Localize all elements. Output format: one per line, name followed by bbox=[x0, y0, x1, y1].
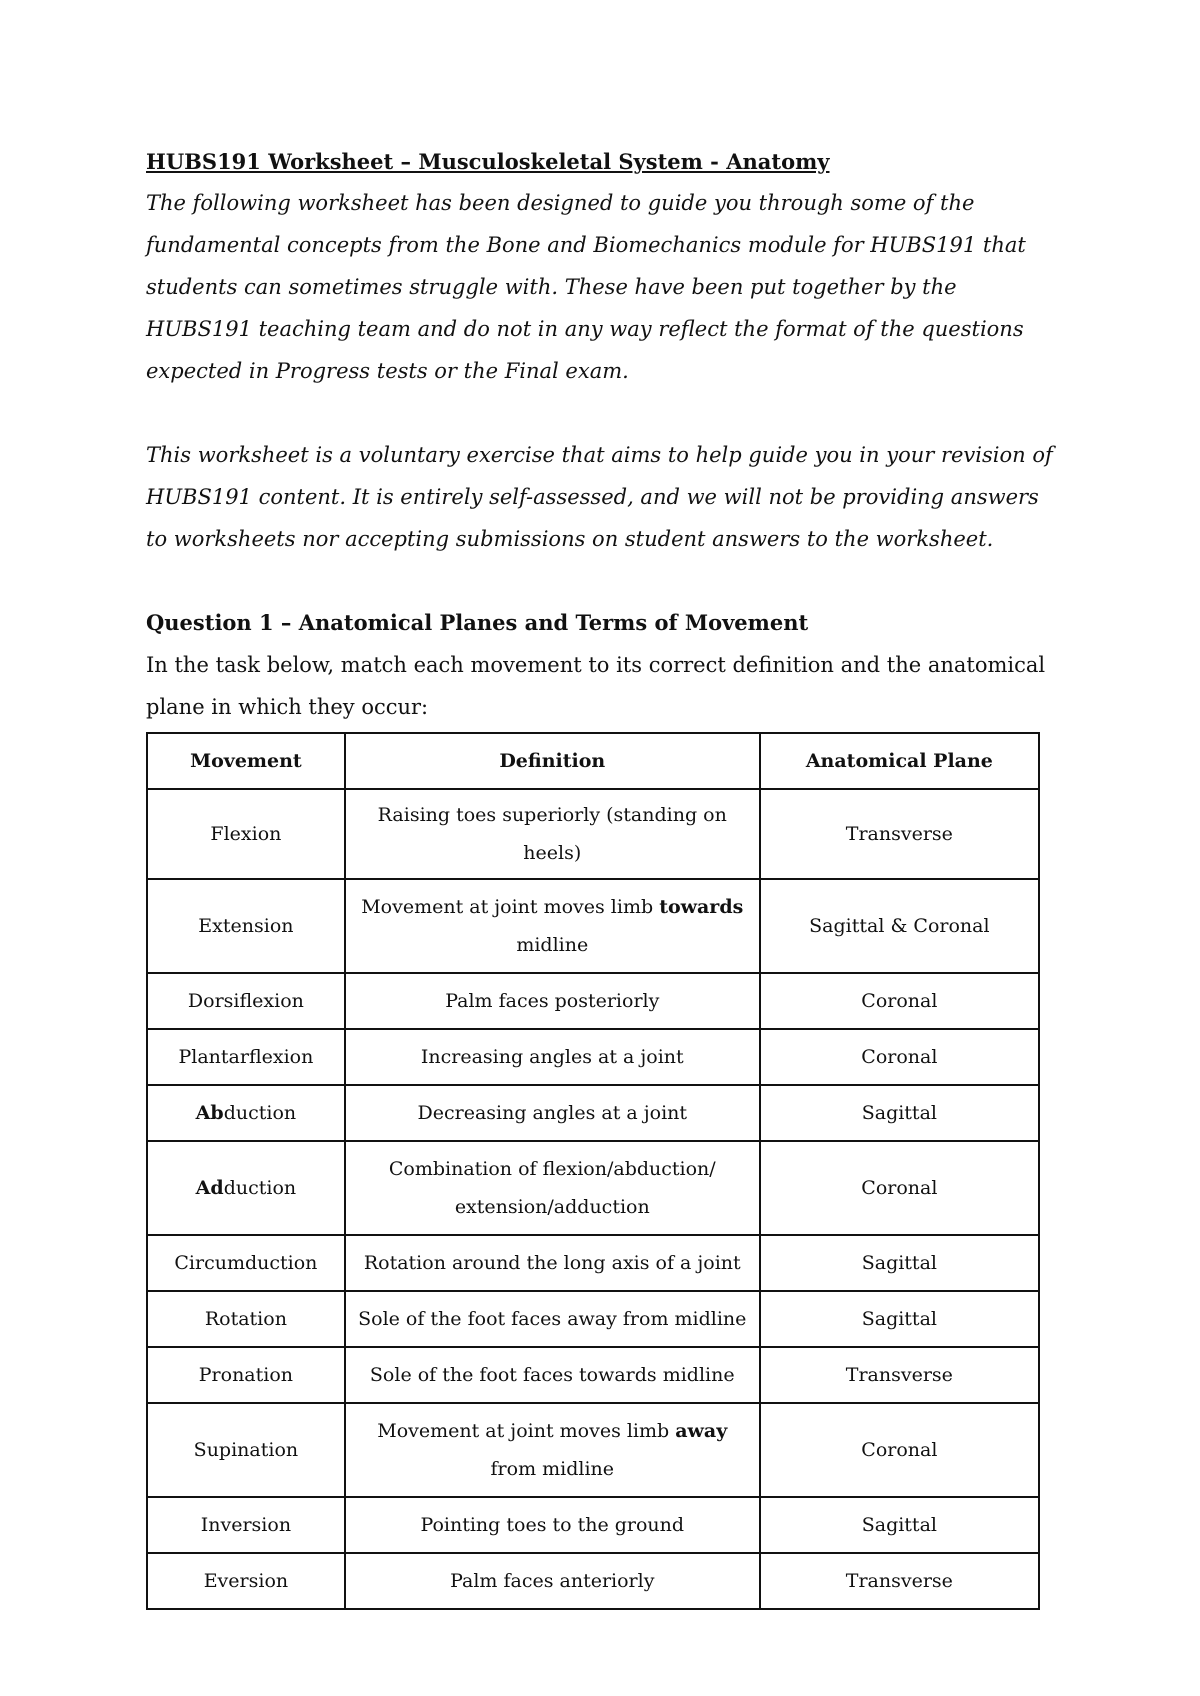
paragraph-spacer bbox=[146, 392, 1066, 434]
plane-cell: Sagittal bbox=[760, 1085, 1039, 1141]
definition-cell: Combination of flexion/abduction/ extension/adduction bbox=[345, 1141, 760, 1235]
definition-cell: Sole of the foot faces towards midline bbox=[345, 1347, 760, 1403]
plane-cell: Sagittal & Coronal bbox=[760, 879, 1039, 973]
table-row bbox=[147, 1235, 1039, 1291]
definition-emphasis: towards bbox=[659, 896, 744, 918]
definition-text: midline bbox=[516, 934, 589, 956]
plane-cell: Sagittal bbox=[760, 1291, 1039, 1347]
header-movement: Movement bbox=[147, 733, 345, 789]
table-row bbox=[147, 1085, 1039, 1141]
definition-cell: Increasing angles at a joint bbox=[345, 1029, 760, 1085]
plane-cell: Coronal bbox=[760, 1029, 1039, 1085]
plane-cell: Transverse bbox=[760, 1347, 1039, 1403]
plane-cell: Sagittal bbox=[760, 1497, 1039, 1553]
movement-cell: Supination bbox=[147, 1403, 345, 1497]
table-row bbox=[147, 879, 1039, 973]
plane-cell: Transverse bbox=[760, 789, 1039, 879]
definition-cell bbox=[345, 879, 760, 973]
plane-cell: Coronal bbox=[760, 973, 1039, 1029]
movement-cell: Dorsiflexion bbox=[147, 973, 345, 1029]
intro-paragraph-1: The following worksheet has been designed to guide you through some of the fundamental concepts from the Bone and Biomechanics module for HUBS191 that students can sometimes struggle with. These have been put together by the HUBS191 teaching team and do not in any way reflect the format of the questions expected in Progress tests or the Final exam. bbox=[146, 191, 1026, 383]
table-row bbox=[147, 1141, 1039, 1235]
movement-matching-table bbox=[146, 732, 1040, 1610]
movement-suffix: duction bbox=[223, 1177, 297, 1199]
plane-cell: Coronal bbox=[760, 1403, 1039, 1497]
movement-cell bbox=[147, 1085, 345, 1141]
movement-cell: Plantarflexion bbox=[147, 1029, 345, 1085]
definition-cell bbox=[345, 1403, 760, 1497]
definition-text: from midline bbox=[490, 1458, 615, 1480]
intro-paragraph-2: This worksheet is a voluntary exercise that aims to help guide you in your revision of HUBS191 content. It is entirely self-assessed, and we will not be providing answers to worksheets nor accepting submissions on student answers to the worksheet. bbox=[146, 443, 1053, 551]
plane-cell: Coronal bbox=[760, 1141, 1039, 1235]
movement-cell: Rotation bbox=[147, 1291, 345, 1347]
movement-cell: Flexion bbox=[147, 789, 345, 879]
definition-cell: Pointing toes to the ground bbox=[345, 1497, 760, 1553]
table-row bbox=[147, 1029, 1039, 1085]
definition-cell: Decreasing angles at a joint bbox=[345, 1085, 760, 1141]
definition-text: Movement at joint moves limb bbox=[361, 896, 660, 918]
table-row bbox=[147, 973, 1039, 1029]
question-1-heading: Question 1 – Anatomical Planes and Terms of Movement bbox=[146, 610, 809, 635]
movement-cell: Circumduction bbox=[147, 1235, 345, 1291]
movement-prefix: Ab bbox=[195, 1102, 224, 1124]
definition-cell: Raising toes superiorly (standing on heels) bbox=[345, 789, 760, 879]
movement-prefix: Ad bbox=[195, 1177, 224, 1199]
definition-cell: Rotation around the long axis of a joint bbox=[345, 1235, 760, 1291]
table-row bbox=[147, 789, 1039, 879]
definition-cell: Palm faces anteriorly bbox=[345, 1553, 760, 1609]
table-row bbox=[147, 1497, 1039, 1553]
movement-cell bbox=[147, 1141, 345, 1235]
table-row bbox=[147, 1291, 1039, 1347]
movement-suffix: duction bbox=[223, 1102, 297, 1124]
table-row bbox=[147, 1403, 1039, 1497]
document-title: HUBS191 Worksheet – Musculoskeletal System - Anatomy bbox=[146, 149, 830, 174]
worksheet-page bbox=[146, 142, 1066, 1610]
plane-cell: Sagittal bbox=[760, 1235, 1039, 1291]
movement-cell: Eversion bbox=[147, 1553, 345, 1609]
question-1-instructions: In the task below, match each movement to its correct definition and the anatomical plane in which they occur: bbox=[146, 653, 1046, 719]
movement-cell: Pronation bbox=[147, 1347, 345, 1403]
definition-cell: Palm faces posteriorly bbox=[345, 973, 760, 1029]
header-definition: Definition bbox=[345, 733, 760, 789]
plane-cell: Transverse bbox=[760, 1553, 1039, 1609]
table-header-row bbox=[147, 733, 1039, 789]
definition-text: Movement at joint moves limb bbox=[377, 1420, 676, 1442]
section-spacer bbox=[146, 560, 1066, 602]
header-anatomical-plane: Anatomical Plane bbox=[760, 733, 1039, 789]
table-row bbox=[147, 1347, 1039, 1403]
movement-cell: Extension bbox=[147, 879, 345, 973]
table-row bbox=[147, 1553, 1039, 1609]
definition-cell: Sole of the foot faces away from midline bbox=[345, 1291, 760, 1347]
definition-emphasis: away bbox=[675, 1420, 728, 1442]
movement-cell: Inversion bbox=[147, 1497, 345, 1553]
